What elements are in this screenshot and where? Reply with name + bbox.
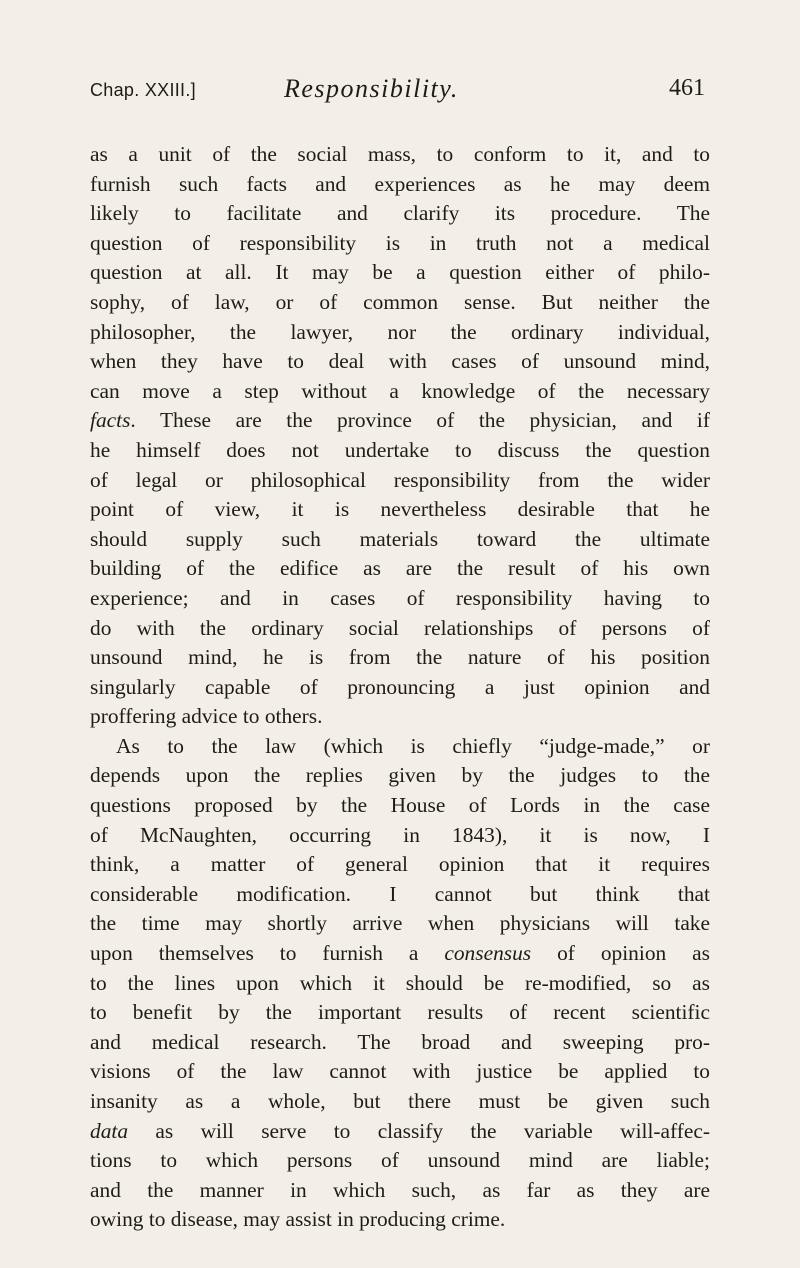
italic-term: consensus: [444, 941, 532, 966]
running-head: [90, 74, 705, 108]
text-line: [90, 998, 710, 1028]
line-text: likely to facilitate and clarify its procedure. The: [90, 201, 710, 226]
line-text: question of responsibility is in truth not a medical: [90, 230, 710, 255]
text-line: [90, 1176, 710, 1206]
text-line: [90, 909, 710, 939]
line-text: questions proposed by the House of Lords in the case: [90, 793, 710, 818]
text-line: [90, 939, 710, 969]
line-text: singularly capable of pronouncing a just opinion and: [90, 674, 710, 699]
line-text: proffering advice to others.: [90, 704, 323, 729]
line-text: owing to disease, may assist in producing crime.: [90, 1207, 506, 1232]
text-line: [90, 614, 710, 644]
line-text: do with the ordinary social relationships of persons of: [90, 615, 710, 640]
text-line: [90, 406, 710, 436]
line-text: of opinion as: [531, 941, 710, 966]
line-text: and medical research. The broad and sweeping pro-: [90, 1029, 710, 1054]
text-line: [90, 850, 710, 880]
text-line: [90, 1146, 710, 1176]
line-text: when they have to deal with cases of unsound mind,: [90, 349, 710, 374]
line-text: unsound mind, he is from the nature of his position: [90, 645, 710, 670]
text-line: [90, 643, 710, 673]
line-text: upon themselves to furnish a: [90, 941, 445, 966]
text-line: [90, 1057, 710, 1087]
line-text: furnish such facts and experiences as he may deem: [90, 171, 710, 196]
text-line: [90, 821, 710, 851]
line-text: question at all. It may be a question either of philo-: [90, 260, 710, 285]
text-line: [90, 525, 710, 555]
line-text: insanity as a whole, but there must be given such: [90, 1089, 710, 1113]
body-text: [90, 140, 710, 1235]
text-line: [90, 199, 710, 229]
line-text: visions of the law cannot with justice be applied to: [90, 1059, 710, 1084]
text-line: [90, 673, 710, 703]
running-title: Responsibility.: [284, 74, 459, 103]
line-text: of legal or philosophical responsibility from the wider: [90, 467, 710, 492]
chapter-label: Chap. XXIII.]: [90, 80, 196, 100]
line-text: and the manner in which such, as far as they are: [90, 1177, 710, 1202]
italic-term: facts: [90, 408, 131, 433]
line-text: he himself does not undertake to discuss the question: [90, 437, 710, 462]
line-text: to the lines upon which it should be re-modified, so as: [90, 970, 710, 995]
text-line: [90, 436, 710, 466]
line-text: experience; and in cases of responsibility having to: [90, 585, 710, 610]
text-line: [90, 1205, 710, 1235]
text-line: [90, 258, 710, 288]
text-line: [90, 495, 710, 525]
line-text: building of the edifice as are the result of his own: [90, 556, 710, 581]
line-text: to benefit by the important results of recent scientific: [90, 1000, 710, 1025]
text-line: [90, 584, 710, 614]
line-text: philosopher, the lawyer, nor the ordinary individual,: [90, 319, 710, 344]
text-line: [90, 1028, 710, 1058]
line-text: sophy, of law, or of common sense. But neither the: [90, 289, 710, 314]
line-text: as a unit of the social mass, to conform to it, and to: [90, 142, 710, 166]
line-text: think, a matter of general opinion that it requires: [90, 852, 710, 877]
text-line: [90, 702, 710, 732]
line-text: As to the law (which is chiefly “judge-made,” or: [116, 733, 710, 758]
text-line: [90, 170, 710, 200]
text-line: [90, 377, 710, 407]
text-line: [90, 791, 710, 821]
text-line: [90, 761, 710, 791]
text-line: [90, 466, 710, 496]
text-line: [90, 347, 710, 377]
page-number: 461: [669, 75, 705, 101]
line-text: should supply such materials toward the ultimate: [90, 526, 710, 551]
line-text: tions to which persons of unsound mind are liable;: [90, 1148, 710, 1173]
text-line: [90, 140, 710, 170]
text-line: [90, 880, 710, 910]
line-text: can move a step without a knowledge of the necessary: [90, 378, 710, 403]
line-text: as will serve to classify the variable will-affec-: [128, 1118, 710, 1143]
line-text: . These are the province of the physician, and if: [130, 408, 710, 433]
text-line: [90, 318, 710, 348]
line-text: considerable modification. I cannot but think that: [90, 881, 710, 906]
text-line: [90, 288, 710, 318]
text-line: [90, 1087, 710, 1117]
text-line: [90, 1117, 710, 1147]
line-text: the time may shortly arrive when physicians will take: [90, 911, 710, 936]
text-line: [90, 554, 710, 584]
text-line: [90, 969, 710, 999]
italic-term: data: [90, 1118, 129, 1143]
line-text: depends upon the replies given by the judges to the: [90, 763, 710, 788]
text-line: [90, 229, 710, 259]
text-line: [90, 732, 710, 762]
line-text: of McNaughten, occurring in 1843), it is now, I: [90, 822, 710, 847]
line-text: point of view, it is nevertheless desirable that he: [90, 497, 710, 522]
